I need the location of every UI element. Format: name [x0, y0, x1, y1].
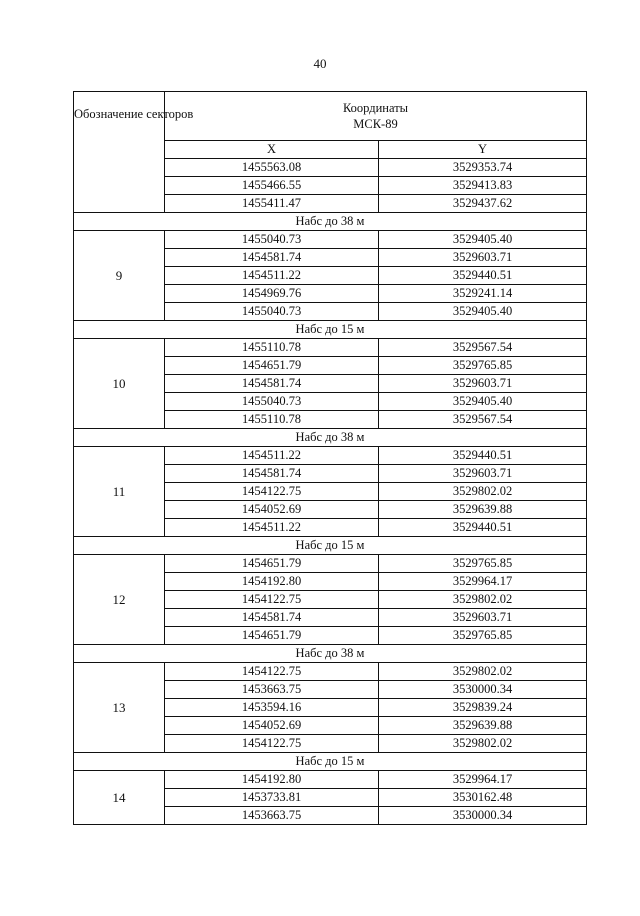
x-cell: 1454122.75	[165, 735, 379, 753]
coordinates-label: Координаты	[342, 101, 409, 115]
band-row	[74, 321, 587, 339]
x-cell: 1453663.75	[165, 807, 379, 825]
x-cell: 1455110.78	[165, 339, 379, 357]
y-cell: 3529241.14	[379, 285, 587, 303]
table-row	[74, 447, 587, 465]
x-cell: 1454192.80	[165, 573, 379, 591]
sector-id-cell: 10	[74, 339, 165, 429]
y-cell: 3529802.02	[379, 483, 587, 501]
y-cell: 3529964.17	[379, 573, 587, 591]
y-cell: 3529353.74	[379, 159, 587, 177]
sector-id-cell: 12	[74, 555, 165, 645]
table-row	[74, 231, 587, 249]
table-row	[74, 339, 587, 357]
height-band-label: Набс до 15 м	[74, 537, 587, 555]
table-row	[74, 555, 587, 573]
height-band-label: Набс до 38 м	[74, 429, 587, 447]
y-cell: 3529567.54	[379, 339, 587, 357]
x-cell: 1455411.47	[165, 195, 379, 213]
page-number: 40	[313, 56, 327, 71]
x-cell: 1454511.22	[165, 519, 379, 537]
y-cell: 3529639.88	[379, 501, 587, 519]
sector-id-cell: 9	[74, 231, 165, 321]
coordinates-header	[165, 92, 587, 141]
height-band-label: Набс до 38 м	[74, 645, 587, 663]
y-cell: 3529839.24	[379, 699, 587, 717]
x-cell: 1454581.74	[165, 465, 379, 483]
x-cell: 1454969.76	[165, 285, 379, 303]
y-cell: 3529603.71	[379, 249, 587, 267]
y-cell: 3529405.40	[379, 231, 587, 249]
y-cell: 3529802.02	[379, 591, 587, 609]
x-cell: 1455563.08	[165, 159, 379, 177]
x-cell: 1455040.73	[165, 231, 379, 249]
y-cell: 3529440.51	[379, 267, 587, 285]
coordinates-table	[73, 91, 587, 825]
y-cell: 3529964.17	[379, 771, 587, 789]
x-cell: 1453733.81	[165, 789, 379, 807]
x-cell: 1454192.80	[165, 771, 379, 789]
coordinate-system-label: МСК-89	[353, 117, 398, 131]
y-cell: 3529405.40	[379, 303, 587, 321]
table-row	[74, 663, 587, 681]
x-cell: 1454651.79	[165, 357, 379, 375]
x-cell: 1454581.74	[165, 249, 379, 267]
band-row	[74, 213, 587, 231]
header-row	[74, 92, 587, 141]
x-cell: 1454052.69	[165, 501, 379, 519]
y-cell: 3529765.85	[379, 357, 587, 375]
height-band-label: Набс до 15 м	[74, 321, 587, 339]
y-cell: 3529639.88	[379, 717, 587, 735]
x-cell: 1454122.75	[165, 591, 379, 609]
x-cell: 1454581.74	[165, 375, 379, 393]
x-cell: 1454122.75	[165, 483, 379, 501]
sector-id-cell: 13	[74, 663, 165, 753]
x-cell: 1454581.74	[165, 609, 379, 627]
table-row	[74, 771, 587, 789]
x-cell: 1455110.78	[165, 411, 379, 429]
band-row	[74, 429, 587, 447]
y-header: Y	[379, 141, 587, 159]
band-row	[74, 537, 587, 555]
sector-header: Обозначение секторов	[74, 92, 165, 213]
x-cell: 1455040.73	[165, 303, 379, 321]
y-cell: 3530162.48	[379, 789, 587, 807]
x-cell: 1455466.55	[165, 177, 379, 195]
x-cell: 1453594.16	[165, 699, 379, 717]
height-band-label: Набс до 38 м	[74, 213, 587, 231]
x-cell: 1454122.75	[165, 663, 379, 681]
y-cell: 3529603.71	[379, 609, 587, 627]
y-cell: 3529603.71	[379, 465, 587, 483]
x-cell: 1455040.73	[165, 393, 379, 411]
sector-id-cell: 14	[74, 771, 165, 825]
y-cell: 3529802.02	[379, 663, 587, 681]
y-cell: 3529440.51	[379, 519, 587, 537]
y-cell: 3529603.71	[379, 375, 587, 393]
y-cell: 3529802.02	[379, 735, 587, 753]
x-cell: 1454651.79	[165, 627, 379, 645]
coordinates-table-body	[74, 92, 587, 825]
y-cell: 3529437.62	[379, 195, 587, 213]
y-cell: 3529567.54	[379, 411, 587, 429]
y-cell: 3529413.83	[379, 177, 587, 195]
sector-id-cell: 11	[74, 447, 165, 537]
band-row	[74, 645, 587, 663]
y-cell: 3529405.40	[379, 393, 587, 411]
x-cell: 1454052.69	[165, 717, 379, 735]
y-cell: 3530000.34	[379, 681, 587, 699]
band-row	[74, 753, 587, 771]
x-header: X	[165, 141, 379, 159]
x-cell: 1454511.22	[165, 447, 379, 465]
y-cell: 3530000.34	[379, 807, 587, 825]
y-cell: 3529440.51	[379, 447, 587, 465]
x-cell: 1454511.22	[165, 267, 379, 285]
x-cell: 1453663.75	[165, 681, 379, 699]
height-band-label: Набс до 15 м	[74, 753, 587, 771]
x-cell: 1454651.79	[165, 555, 379, 573]
y-cell: 3529765.85	[379, 627, 587, 645]
y-cell: 3529765.85	[379, 555, 587, 573]
